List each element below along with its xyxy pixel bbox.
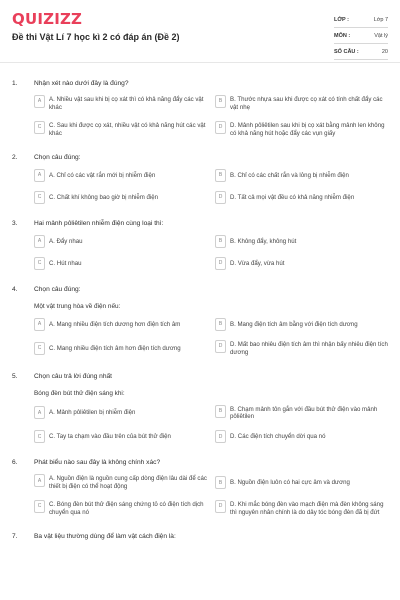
option-key-badge: B: [215, 318, 226, 331]
option-text: D. Mất bao nhiêu điện tích âm thì nhận bấy nhiêu điện tích dương: [230, 340, 388, 356]
option-a[interactable]: [34, 405, 207, 422]
answer-options: [34, 235, 388, 270]
question-6: [12, 459, 388, 517]
question-header: [12, 459, 388, 466]
exam-title: Đề thi Vật Lí 7 học kì 2 có đáp án (Đề 2): [12, 32, 180, 42]
question-7: [12, 533, 388, 540]
question-list: [0, 80, 400, 540]
option-a[interactable]: [34, 169, 207, 182]
answer-options: [34, 318, 388, 357]
question-number: 1.: [12, 80, 18, 87]
option-text: D. Mảnh pôliêtilen sau khi bị cọ xát bằng mảnh len không có khả năng hút hoặc đẩy các vụn giấy: [230, 121, 385, 137]
option-key-badge: D: [215, 500, 226, 513]
option-key-badge: B: [215, 405, 226, 418]
option-text: A. Chỉ có các vật rắn mới bị nhiễm điện: [49, 171, 156, 179]
option-key-badge: B: [215, 95, 226, 108]
option-b[interactable]: [215, 95, 388, 112]
option-key-badge: D: [215, 430, 226, 443]
meta-label: SỐ CÂU :: [334, 48, 359, 55]
answer-options: [34, 405, 388, 444]
option-text: C. Sau khi được cọ xát, nhiều vật có khả năng hút các vật khác: [49, 121, 206, 137]
question-number: 7.: [12, 533, 18, 541]
option-b[interactable]: [215, 318, 388, 331]
question-header: [12, 154, 388, 161]
option-d[interactable]: [215, 257, 388, 270]
option-text: B. Chỉ có các chất rắn và lỏng bị nhiễm điện: [230, 171, 349, 179]
option-text: A. Đẩy nhau: [49, 237, 83, 245]
option-text: B. Nguồn điện luôn có hai cực âm và dương: [230, 479, 350, 487]
option-text: B. Không đẩy, không hút: [230, 237, 297, 245]
option-text: C. Bóng đèn bút thử điện sáng chứng tỏ có điện tích dịch chuyển qua nó: [49, 501, 204, 517]
option-a[interactable]: [34, 318, 207, 331]
question-2: [12, 154, 388, 204]
meta-row-class: [334, 12, 388, 28]
option-b[interactable]: [215, 235, 388, 248]
option-a[interactable]: [34, 474, 207, 491]
option-key-badge: B: [215, 235, 226, 248]
question-text: Chọn câu đúng:: [34, 285, 81, 293]
option-key-badge: C: [34, 257, 45, 270]
option-text: A. Mảnh pôliêtilen bị nhiễm điện: [49, 409, 136, 417]
question-subtext: Một vật trung hòa về điện nếu:: [34, 302, 121, 310]
question-1: [12, 80, 388, 138]
option-text: C. Hút nhau: [49, 259, 82, 267]
option-key-badge: C: [34, 500, 45, 513]
option-text: C. Mang nhiều điện tích âm hơn điện tích dương: [49, 344, 181, 352]
question-number: 5.: [12, 372, 18, 380]
option-text: B. Thước nhựa sau khi được cọ xát có tính chất đẩy các vật nhẹ: [230, 96, 383, 111]
question-text: Phát biểu nào sau đây là không chính xác?: [34, 459, 161, 467]
option-text: D. Vừa đẩy, vừa hút: [230, 259, 285, 267]
option-key-badge: A: [34, 169, 45, 182]
question-text: Hai mảnh pôliêtilen nhiễm điện cùng loại thì:: [34, 219, 164, 227]
option-key-badge: D: [215, 340, 226, 353]
question-text: Nhận xét nào dưới đây là đúng?: [34, 80, 129, 87]
meta-row-subject: [334, 28, 388, 44]
option-key-badge: D: [215, 257, 226, 270]
option-text: C. Tay ta chạm vào đầu trên của bút thử điện: [49, 433, 171, 441]
option-key-badge: A: [34, 406, 45, 419]
meta-value: Vật lý: [374, 32, 388, 39]
question-5: [12, 373, 388, 444]
question-number: 3.: [12, 219, 18, 227]
question-text: Chọn câu trả lời đúng nhất: [34, 372, 113, 380]
option-b[interactable]: [215, 405, 388, 422]
option-c[interactable]: [34, 500, 207, 517]
option-b[interactable]: [215, 169, 388, 182]
question-number: 4.: [12, 285, 18, 293]
option-d[interactable]: [215, 500, 388, 517]
option-c[interactable]: [34, 340, 207, 357]
question-header: [12, 286, 388, 293]
option-key-badge: B: [215, 476, 226, 489]
option-text: B. Mang điện tích âm bằng với điện tích dương: [230, 320, 358, 328]
option-c[interactable]: [34, 121, 207, 138]
option-key-badge: A: [34, 235, 45, 248]
option-b[interactable]: [215, 474, 388, 491]
option-a[interactable]: [34, 235, 207, 248]
question-header: [12, 373, 388, 380]
question-subtext: Bóng đèn bút thử điện sáng khi:: [34, 389, 125, 397]
option-text: D. Các điện tích chuyển dời qua nó: [230, 433, 326, 441]
meta-row-count: [334, 44, 388, 60]
option-key-badge: C: [34, 342, 45, 355]
option-text: C. Chất khí không bao giờ bị nhiễm điện: [49, 193, 159, 201]
question-number: 2.: [12, 153, 18, 161]
option-c[interactable]: [34, 191, 207, 204]
option-key-badge: A: [34, 318, 45, 331]
option-d[interactable]: [215, 121, 388, 138]
option-text: D. Khi mắc bóng đèn vào mạch điện mà đèn không sáng thì nguyên nhân chính là do dây tóc bóng đèn đã bị đứt: [230, 501, 384, 517]
option-text: D. Tất cả mọi vật đều có khả năng nhiễm điện: [230, 193, 355, 201]
option-key-badge: C: [34, 430, 45, 443]
question-number: 6.: [12, 459, 18, 467]
meta-table: [334, 12, 388, 60]
option-c[interactable]: [34, 257, 207, 270]
option-key-badge: A: [34, 474, 45, 487]
answer-options: [34, 474, 388, 517]
answer-options: [34, 169, 388, 204]
question-header: [12, 80, 388, 87]
option-text: A. Mang nhiều điện tích dương hơn điện tích âm: [49, 320, 181, 328]
option-c[interactable]: [34, 430, 207, 443]
option-text: A. Nguồn điện là nguồn cung cấp dòng điện lâu dài để các thiết bị điện có thể hoạt động: [49, 475, 207, 491]
option-a[interactable]: [34, 95, 207, 112]
option-key-badge: B: [215, 169, 226, 182]
quizizz-logo: QUIZIZZ: [12, 10, 83, 28]
option-key-badge: D: [215, 191, 226, 204]
option-text: B. Chạm mảnh tôn gắn với đầu bút thử điện vào mảnh pôliêtilen: [230, 405, 378, 421]
question-header: [12, 533, 388, 540]
worksheet-header: [0, 0, 400, 63]
meta-value: Lớp 7: [373, 16, 388, 23]
option-d[interactable]: [215, 191, 388, 204]
question-4: [12, 286, 388, 357]
option-d[interactable]: [215, 430, 388, 443]
option-key-badge: D: [215, 121, 226, 134]
question-text: Ba vật liệu thường dùng để làm vật cách điện là:: [34, 533, 176, 541]
meta-label: MÔN :: [334, 32, 351, 39]
option-text: A. Nhiều vật sau khi bị cọ xát thì có khả năng đẩy các vật khác: [49, 96, 204, 111]
meta-value: 20: [381, 48, 388, 55]
question-text: Chọn câu đúng:: [34, 153, 81, 161]
option-key-badge: A: [34, 95, 45, 108]
question-header: [12, 220, 388, 227]
option-d[interactable]: [215, 340, 388, 357]
answer-options: [34, 95, 388, 138]
option-key-badge: C: [34, 191, 45, 204]
meta-label: LỚP :: [334, 16, 349, 23]
question-3: [12, 220, 388, 270]
option-key-badge: C: [34, 121, 45, 134]
